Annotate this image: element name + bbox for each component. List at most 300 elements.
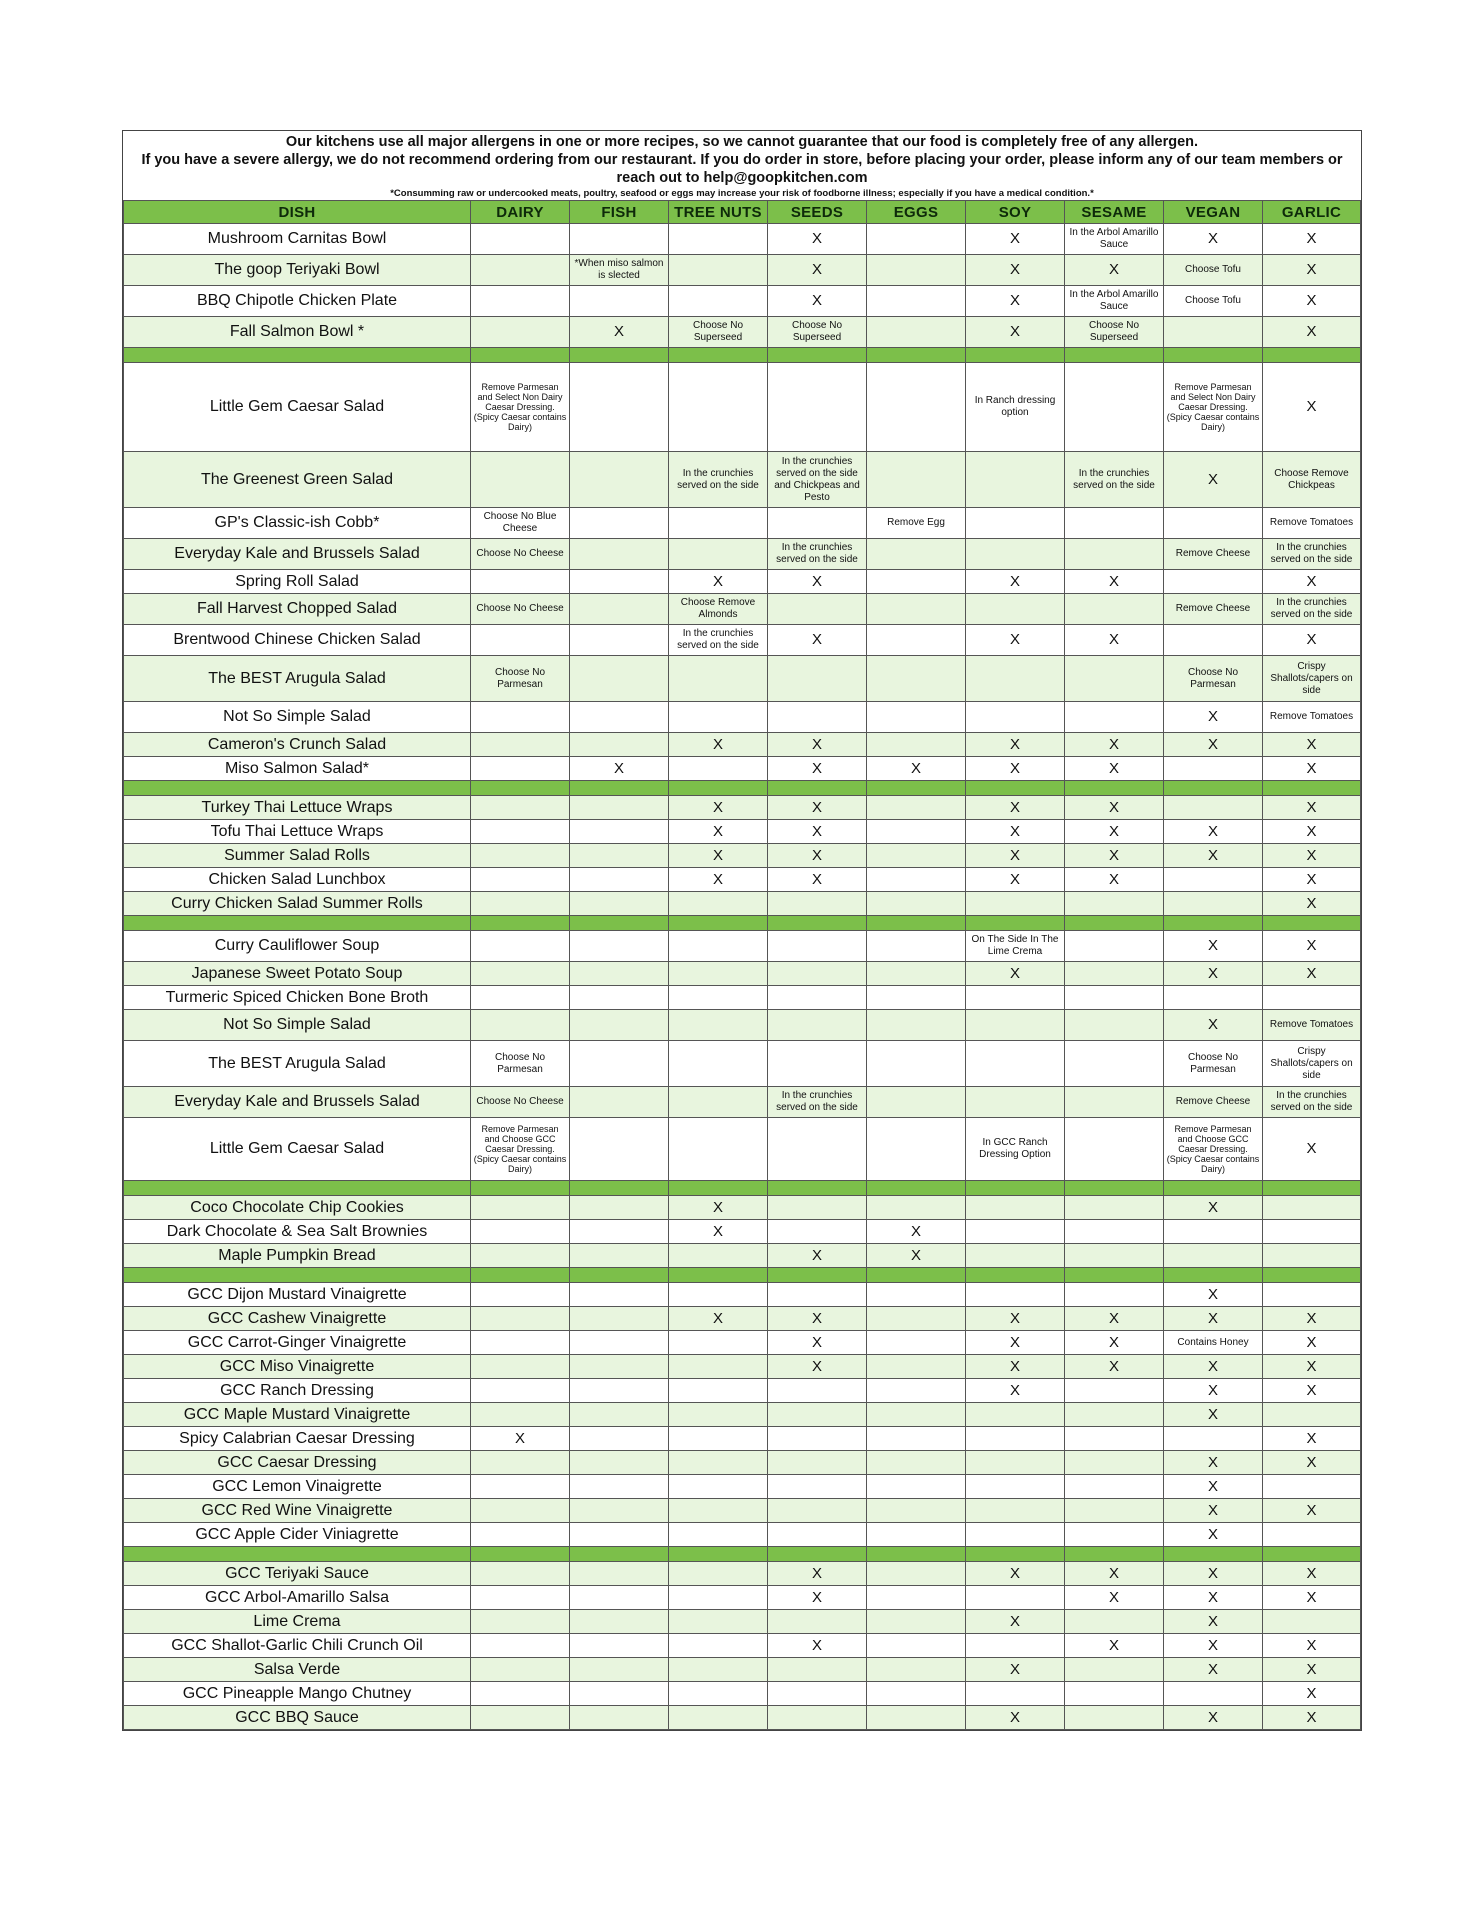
cell-soy: X (966, 844, 1065, 868)
cell-dairy (471, 1499, 570, 1523)
cell-vegan (1164, 1427, 1263, 1451)
cell-tree-nuts (669, 1586, 768, 1610)
section-separator (124, 1268, 1361, 1283)
cell-dairy (471, 1379, 570, 1403)
cell-seeds (768, 1499, 867, 1523)
cell-seeds: X (768, 868, 867, 892)
dish-name: Summer Salad Rolls (124, 844, 471, 868)
allergen-note: Remove Parmesan and Choose GCC Caesar Dressing. (Spicy Caesar contains Dairy) (473, 1124, 567, 1174)
cell-soy: X (966, 796, 1065, 820)
cell-tree-nuts (669, 1706, 768, 1730)
cell-sesame (1065, 1658, 1164, 1682)
separator-cell (966, 1547, 1065, 1562)
cell-dairy (471, 1634, 570, 1658)
cell-eggs (867, 1658, 966, 1682)
cell-soy: X (966, 1562, 1065, 1586)
cell-soy (966, 363, 1065, 452)
allergen-note: Crispy Shallots/capers on side (1270, 660, 1353, 696)
table-row (124, 986, 1361, 1010)
cell-vegan: X (1164, 1586, 1263, 1610)
column-header-seeds: SEEDS (768, 201, 867, 224)
allergen-note: In the crunchies served on the side (776, 1090, 858, 1113)
cell-seeds (768, 1403, 867, 1427)
cell-garlic (1263, 1244, 1361, 1268)
cell-sesame: X (1065, 1586, 1164, 1610)
cell-garlic: X (1263, 1355, 1361, 1379)
cell-eggs (867, 892, 966, 916)
cell-soy: X (966, 733, 1065, 757)
dish-name: Not So Simple Salad (124, 702, 471, 733)
separator-cell (1065, 1268, 1164, 1283)
table-row (124, 796, 1361, 820)
table-row (124, 1244, 1361, 1268)
allergen-note: In GCC Ranch Dressing Option (979, 1137, 1051, 1160)
cell-soy (966, 1475, 1065, 1499)
cell-seeds (768, 1010, 867, 1041)
cell-sesame: X (1065, 255, 1164, 286)
dish-name: GP's Classic-ish Cobb* (124, 508, 471, 539)
cell-soy (966, 1118, 1065, 1181)
table-row (124, 1634, 1361, 1658)
table-row (124, 1610, 1361, 1634)
separator-cell (124, 916, 471, 931)
cell-sesame: X (1065, 1634, 1164, 1658)
section-separator (124, 1181, 1361, 1196)
separator-cell (966, 1268, 1065, 1283)
cell-vegan: X (1164, 1307, 1263, 1331)
cell-tree-nuts: X (669, 733, 768, 757)
cell-fish (570, 986, 669, 1010)
dish-name: BBQ Chipotle Chicken Plate (124, 286, 471, 317)
separator-cell (966, 348, 1065, 363)
cell-dairy (471, 1610, 570, 1634)
section-separator (124, 781, 1361, 796)
cell-vegan (1164, 1220, 1263, 1244)
cell-tree-nuts (669, 1475, 768, 1499)
table-row (124, 1355, 1361, 1379)
cell-vegan (1164, 255, 1263, 286)
table-row (124, 1706, 1361, 1730)
cell-eggs (867, 1379, 966, 1403)
cell-garlic (1263, 539, 1361, 570)
allergen-note: In Ranch dressing option (974, 395, 1056, 418)
cell-soy: X (966, 224, 1065, 255)
cell-fish (570, 625, 669, 656)
column-header-soy: SOY (966, 201, 1065, 224)
cell-tree-nuts (669, 757, 768, 781)
cell-tree-nuts (669, 962, 768, 986)
cell-seeds (768, 1610, 867, 1634)
cell-fish (570, 1307, 669, 1331)
cell-tree-nuts (669, 255, 768, 286)
cell-soy: X (966, 868, 1065, 892)
cell-eggs (867, 1010, 966, 1041)
allergen-note: Remove Cheese (1175, 548, 1251, 559)
cell-eggs (867, 1523, 966, 1547)
cell-garlic (1263, 1010, 1361, 1041)
table-row (124, 702, 1361, 733)
cell-tree-nuts: X (669, 844, 768, 868)
allergen-note: Choose Tofu (1185, 264, 1241, 275)
cell-tree-nuts (669, 224, 768, 255)
cell-garlic (1263, 1403, 1361, 1427)
cell-dairy (471, 1475, 570, 1499)
allergen-note: Choose No Superseed (1088, 320, 1140, 343)
cell-vegan (1164, 892, 1263, 916)
separator-cell (1065, 916, 1164, 931)
table-row (124, 1427, 1361, 1451)
cell-vegan: X (1164, 1196, 1263, 1220)
separator-cell (1263, 781, 1361, 796)
cell-fish (570, 594, 669, 625)
dish-name: GCC Miso Vinaigrette (124, 1355, 471, 1379)
separator-cell (1065, 1547, 1164, 1562)
cell-fish (570, 539, 669, 570)
separator-cell (1164, 1181, 1263, 1196)
cell-seeds (768, 594, 867, 625)
cell-dairy (471, 986, 570, 1010)
cell-fish (570, 702, 669, 733)
cell-fish (570, 286, 669, 317)
cell-tree-nuts (669, 1610, 768, 1634)
cell-vegan (1164, 1682, 1263, 1706)
cell-eggs (867, 1403, 966, 1427)
cell-garlic (1263, 452, 1361, 508)
cell-fish (570, 1610, 669, 1634)
table-row (124, 1499, 1361, 1523)
separator-cell (867, 1547, 966, 1562)
cell-fish (570, 962, 669, 986)
cell-dairy (471, 539, 570, 570)
cell-tree-nuts (669, 1355, 768, 1379)
separator-cell (966, 916, 1065, 931)
cell-dairy (471, 892, 570, 916)
cell-sesame: X (1065, 757, 1164, 781)
cell-soy (966, 1634, 1065, 1658)
cell-tree-nuts (669, 286, 768, 317)
cell-fish (570, 1331, 669, 1355)
allergen-note: In the crunchies served on the side and Chickpeas and Pesto (774, 455, 860, 503)
cell-eggs (867, 317, 966, 348)
separator-cell (1164, 1547, 1263, 1562)
cell-garlic: X (1263, 363, 1361, 452)
cell-tree-nuts (669, 1041, 768, 1087)
cell-tree-nuts (669, 1499, 768, 1523)
cell-dairy (471, 317, 570, 348)
cell-tree-nuts: X (669, 570, 768, 594)
cell-sesame: X (1065, 868, 1164, 892)
dish-name: GCC Pineapple Mango Chutney (124, 1682, 471, 1706)
cell-vegan (1164, 317, 1263, 348)
cell-vegan (1164, 508, 1263, 539)
cell-garlic: X (1263, 962, 1361, 986)
cell-dairy (471, 1118, 570, 1181)
dish-name: GCC Teriyaki Sauce (124, 1562, 471, 1586)
allergen-table-body (124, 224, 1361, 1730)
cell-soy: X (966, 1658, 1065, 1682)
separator-cell (867, 1268, 966, 1283)
section-separator (124, 1547, 1361, 1562)
cell-soy (966, 931, 1065, 962)
allergen-note: In the crunchies served on the side (1270, 542, 1353, 565)
cell-fish (570, 1196, 669, 1220)
cell-dairy (471, 363, 570, 452)
cell-garlic: X (1263, 317, 1361, 348)
allergen-note: Remove Cheese (1175, 1096, 1251, 1107)
table-row (124, 1307, 1361, 1331)
cell-dairy (471, 796, 570, 820)
cell-tree-nuts (669, 452, 768, 508)
cell-tree-nuts (669, 1562, 768, 1586)
separator-cell (471, 916, 570, 931)
cell-fish (570, 844, 669, 868)
cell-vegan: X (1164, 1379, 1263, 1403)
cell-dairy (471, 1087, 570, 1118)
table-row (124, 539, 1361, 570)
cell-soy (966, 1499, 1065, 1523)
cell-eggs: X (867, 1244, 966, 1268)
column-header-dish: DISH (124, 201, 471, 224)
column-header-garlic: GARLIC (1263, 201, 1361, 224)
cell-vegan: X (1164, 1010, 1263, 1041)
cell-seeds (768, 892, 867, 916)
cell-tree-nuts (669, 625, 768, 656)
dish-name: Little Gem Caesar Salad (124, 363, 471, 452)
cell-dairy (471, 844, 570, 868)
separator-cell (124, 781, 471, 796)
table-row (124, 317, 1361, 348)
cell-fish (570, 508, 669, 539)
table-row (124, 1403, 1361, 1427)
cell-garlic: X (1263, 733, 1361, 757)
cell-vegan: X (1164, 1403, 1263, 1427)
separator-cell (966, 1181, 1065, 1196)
dish-name: Fall Salmon Bowl * (124, 317, 471, 348)
table-row (124, 286, 1361, 317)
cell-vegan (1164, 1118, 1263, 1181)
dish-name: Maple Pumpkin Bread (124, 1244, 471, 1268)
cell-seeds: X (768, 1586, 867, 1610)
cell-vegan (1164, 1331, 1263, 1355)
cell-eggs (867, 986, 966, 1010)
dish-name: GCC Shallot-Garlic Chili Crunch Oil (124, 1634, 471, 1658)
dish-name: GCC Carrot-Ginger Vinaigrette (124, 1331, 471, 1355)
cell-sesame: X (1065, 1307, 1164, 1331)
allergen-note: Remove Cheese (1175, 603, 1251, 614)
cell-eggs (867, 1586, 966, 1610)
cell-dairy (471, 1562, 570, 1586)
cell-vegan: X (1164, 1523, 1263, 1547)
cell-seeds (768, 1118, 867, 1181)
dish-name: Little Gem Caesar Salad (124, 1118, 471, 1181)
cell-garlic (1263, 508, 1361, 539)
cell-dairy (471, 757, 570, 781)
cell-vegan: X (1164, 1499, 1263, 1523)
separator-cell (570, 1181, 669, 1196)
cell-tree-nuts (669, 363, 768, 452)
cell-tree-nuts (669, 1451, 768, 1475)
dish-name: GCC Lemon Vinaigrette (124, 1475, 471, 1499)
cell-sesame (1065, 1682, 1164, 1706)
cell-soy: X (966, 1307, 1065, 1331)
cell-tree-nuts: X (669, 868, 768, 892)
cell-soy (966, 1010, 1065, 1041)
cell-seeds (768, 1427, 867, 1451)
column-header-eggs: EGGS (867, 201, 966, 224)
allergen-note: Choose Tofu (1185, 295, 1241, 306)
dish-name: Turmeric Spiced Chicken Bone Broth (124, 986, 471, 1010)
dish-name: Brentwood Chinese Chicken Salad (124, 625, 471, 656)
separator-cell (1164, 916, 1263, 931)
cell-sesame (1065, 986, 1164, 1010)
cell-seeds: X (768, 1244, 867, 1268)
cell-soy: X (966, 962, 1065, 986)
cell-eggs (867, 1307, 966, 1331)
cell-sesame (1065, 1610, 1164, 1634)
cell-sesame: X (1065, 570, 1164, 594)
allergen-note: Choose No Cheese (476, 548, 564, 559)
dish-name: Everyday Kale and Brussels Salad (124, 1087, 471, 1118)
cell-sesame: X (1065, 625, 1164, 656)
cell-soy: X (966, 570, 1065, 594)
cell-seeds (768, 1379, 867, 1403)
column-header-tree-nuts: TREE NUTS (669, 201, 768, 224)
cell-dairy (471, 1220, 570, 1244)
cell-dairy (471, 224, 570, 255)
cell-sesame (1065, 1196, 1164, 1220)
cell-garlic: X (1263, 1379, 1361, 1403)
allergen-note: *When miso salmon is slected (574, 258, 664, 281)
cell-eggs (867, 625, 966, 656)
cell-eggs (867, 1682, 966, 1706)
cell-vegan (1164, 656, 1263, 702)
allergen-sheet (122, 130, 1362, 1731)
dish-name: Lime Crema (124, 1610, 471, 1634)
cell-garlic: X (1263, 1307, 1361, 1331)
cell-tree-nuts (669, 892, 768, 916)
cell-sesame (1065, 224, 1164, 255)
cell-eggs: X (867, 757, 966, 781)
cell-dairy (471, 1331, 570, 1355)
allergen-note: Choose No Blue Cheese (483, 511, 557, 534)
dish-name: Miso Salmon Salad* (124, 757, 471, 781)
cell-fish (570, 1499, 669, 1523)
cell-garlic: X (1263, 757, 1361, 781)
allergen-note: In the crunchies served on the side (677, 628, 759, 651)
cell-seeds: X (768, 255, 867, 286)
cell-seeds (768, 1523, 867, 1547)
cell-fish (570, 892, 669, 916)
separator-cell (867, 1181, 966, 1196)
dish-name: The goop Teriyaki Bowl (124, 255, 471, 286)
cell-dairy (471, 1682, 570, 1706)
cell-garlic (1263, 1041, 1361, 1087)
cell-seeds: X (768, 1355, 867, 1379)
table-row (124, 733, 1361, 757)
dish-name: GCC Caesar Dressing (124, 1451, 471, 1475)
cell-tree-nuts (669, 1010, 768, 1041)
table-row (124, 844, 1361, 868)
cell-sesame (1065, 1523, 1164, 1547)
cell-fish (570, 1010, 669, 1041)
cell-soy: X (966, 1706, 1065, 1730)
cell-eggs (867, 962, 966, 986)
cell-eggs (867, 1475, 966, 1499)
cell-seeds (768, 656, 867, 702)
cell-garlic (1263, 656, 1361, 702)
separator-cell (768, 916, 867, 931)
cell-tree-nuts (669, 1634, 768, 1658)
cell-eggs (867, 1331, 966, 1355)
cell-garlic: X (1263, 1586, 1361, 1610)
cell-eggs (867, 1562, 966, 1586)
cell-soy (966, 508, 1065, 539)
allergen-note: Remove Parmesan and Select Non Dairy Caesar Dressing. (Spicy Caesar contains Dairy) (1166, 382, 1260, 432)
dish-name: Not So Simple Salad (124, 1010, 471, 1041)
allergen-note: On The Side In The Lime Crema (971, 934, 1059, 957)
cell-sesame (1065, 1283, 1164, 1307)
cell-eggs (867, 820, 966, 844)
column-header-row (124, 201, 1361, 224)
cell-tree-nuts (669, 1523, 768, 1547)
cell-fish (570, 1220, 669, 1244)
cell-dairy (471, 1586, 570, 1610)
table-row (124, 1523, 1361, 1547)
cell-soy (966, 1403, 1065, 1427)
separator-cell (1164, 348, 1263, 363)
disclaimer-line-3: reach out to help@goopkitchen.com (616, 170, 868, 186)
allergen-note: Crispy Shallots/capers on side (1270, 1045, 1353, 1081)
separator-cell (1263, 1547, 1361, 1562)
cell-eggs (867, 796, 966, 820)
separator-cell (1164, 1268, 1263, 1283)
cell-sesame (1065, 1451, 1164, 1475)
cell-sesame (1065, 892, 1164, 916)
cell-seeds (768, 1196, 867, 1220)
cell-dairy (471, 1355, 570, 1379)
cell-tree-nuts (669, 1244, 768, 1268)
table-row (124, 1682, 1361, 1706)
cell-dairy (471, 1041, 570, 1087)
cell-fish (570, 1475, 669, 1499)
cell-seeds (768, 1451, 867, 1475)
cell-sesame: X (1065, 1562, 1164, 1586)
cell-eggs (867, 1355, 966, 1379)
separator-cell (669, 1268, 768, 1283)
cell-fish (570, 1427, 669, 1451)
cell-tree-nuts: X (669, 1196, 768, 1220)
cell-fish (570, 1283, 669, 1307)
separator-cell (768, 1268, 867, 1283)
cell-eggs (867, 452, 966, 508)
table-row (124, 224, 1361, 255)
cell-dairy (471, 1403, 570, 1427)
separator-cell (1164, 781, 1263, 796)
table-row (124, 1196, 1361, 1220)
cell-soy: X (966, 1355, 1065, 1379)
dish-name: GCC Ranch Dressing (124, 1379, 471, 1403)
cell-soy (966, 1196, 1065, 1220)
cell-dairy (471, 286, 570, 317)
cell-garlic: X (1263, 796, 1361, 820)
cell-tree-nuts (669, 656, 768, 702)
cell-sesame (1065, 1087, 1164, 1118)
table-row (124, 1087, 1361, 1118)
cell-seeds (768, 702, 867, 733)
cell-fish (570, 931, 669, 962)
cell-eggs (867, 1499, 966, 1523)
cell-seeds: X (768, 733, 867, 757)
